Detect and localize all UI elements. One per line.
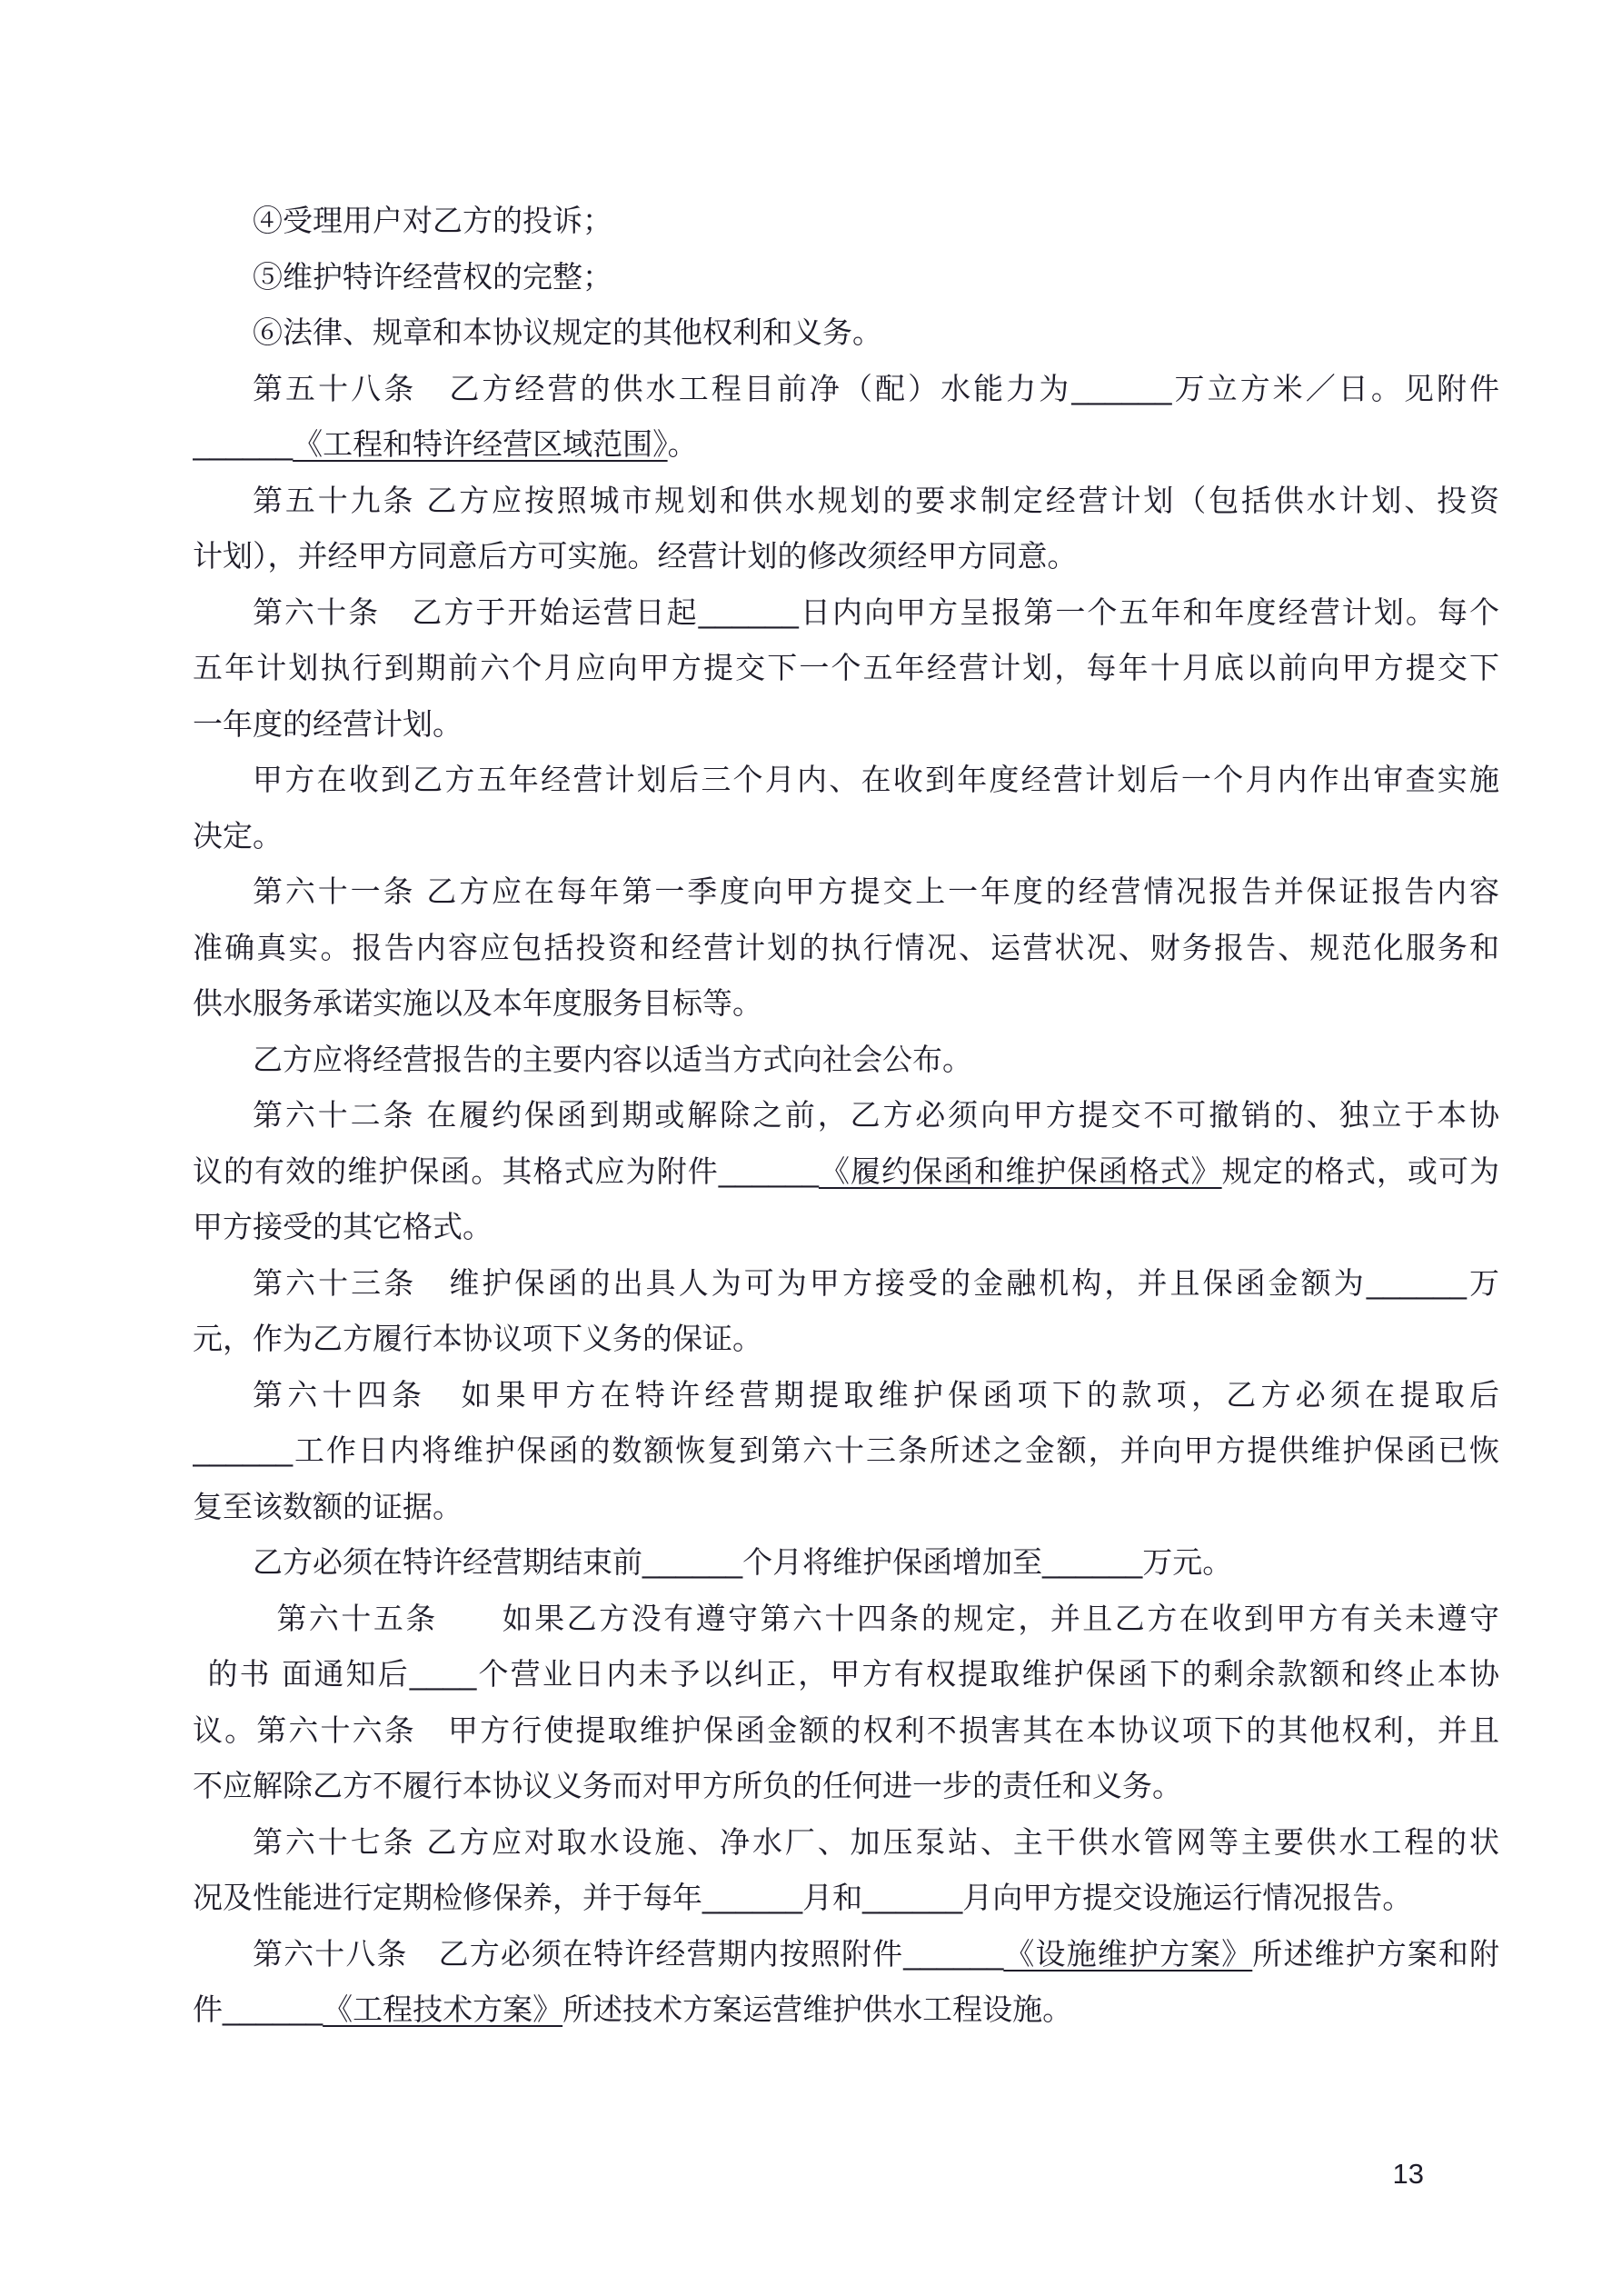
text-segment: ______ <box>193 427 294 461</box>
text-line <box>193 249 1499 305</box>
text-segment: 议的有效的维护保函。其格式应为附件______ <box>193 1153 819 1188</box>
page-number: 13 <box>1392 2158 1424 2190</box>
text-line <box>193 1143 1499 1200</box>
text-segment: 元，作为乙方履行本协议项下义务的保证。 <box>193 1322 762 1355</box>
text-segment: 第六十二条 在履约保函到期或解除之前，乙方必须向甲方提交不可撤销的、独立于本协 <box>253 1098 1499 1132</box>
text-line <box>193 696 1499 753</box>
text-line <box>193 193 1499 249</box>
text-segment: 第五十八条 乙方经营的供水工程目前净（配）水能力为______万立方米／日。见附件 <box>253 371 1499 405</box>
text-segment: 一年度的经营计划。 <box>193 706 463 741</box>
text-segment: 议。第六十六条 甲方行使提取维护保函金额的权利不损害其在本协议项下的其他权利，并且 <box>193 1712 1499 1747</box>
text-segment: 准确真实。报告内容应包括投资和经营计划的执行情况、运营状况、财务报告、规范化服务和 <box>193 930 1499 964</box>
text-line <box>193 808 1499 864</box>
text-segment: 五年计划执行到期前六个月应向甲方提交下一个五年经营计划，每年十月底以前向甲方提交下 <box>193 651 1499 684</box>
text-segment: 所述维护方案和附 <box>1252 1936 1499 1971</box>
text-line <box>193 752 1499 808</box>
text-segment: ⑤维护特许经营权的完整； <box>253 259 612 294</box>
text-segment: 第六十一条 乙方应在每年第一季度向甲方提交上一年度的经营情况报告并保证报告内容 <box>253 874 1499 908</box>
text-segment: 乙方应将经营报告的主要内容以适当方式向社会公布。 <box>253 1042 972 1076</box>
document-content <box>193 193 1499 2038</box>
text-line <box>193 584 1499 641</box>
text-line <box>193 1702 1499 1759</box>
underlined-text: 《履约保函和维护保函格式》 <box>818 1153 1222 1188</box>
text-segment: ______工作日内将维护保函的数额恢复到第六十三条所述之金额，并向甲方提供维护保函已恢 <box>193 1433 1499 1467</box>
text-segment: 甲方在收到乙方五年经营计划后三个月内、在收到年度经营计划后一个月内作出审查实施 <box>253 763 1499 796</box>
text-segment: 况及性能进行定期检修保养，并于每年______月和______月向甲方提交设施运行情况报告。 <box>193 1881 1413 1914</box>
text-segment: 规定的格式，或可为 <box>1221 1153 1499 1188</box>
text-segment: 复至该数额的证据。 <box>193 1489 463 1523</box>
text-segment: 第六十八条 乙方必须在特许经营期内按照附件______ <box>253 1936 1004 1971</box>
text-segment: 第五十九条 乙方应按照城市规划和供水规划的要求制定经营计划（包括供水计划、投资 <box>253 483 1499 517</box>
text-segment: 不应解除乙方不履行本协议义务而对甲方所负的任何进一步的责任和义务。 <box>193 1769 1182 1802</box>
text-line <box>193 1423 1499 1479</box>
text-segment: 决定。 <box>193 818 283 853</box>
text-segment: 供水服务承诺实施以及本年度服务目标等。 <box>193 986 762 1020</box>
text-line <box>193 1255 1499 1312</box>
text-line <box>193 473 1499 529</box>
text-segment: 第六十三条 维护保函的出具人为可为甲方接受的金融机构，并且保函金额为______万 <box>253 1265 1499 1300</box>
text-segment: 。 <box>667 427 698 461</box>
text-line <box>193 1199 1499 1255</box>
text-segment: ⑥法律、规章和本协议规定的其他权利和义务。 <box>253 315 882 349</box>
text-segment: 第六十七条 乙方应对取水设施、净水厂、加压泵站、主干供水管网等主要供水工程的状 <box>253 1824 1499 1859</box>
underlined-text: 《工程和特许经营区域范围》 <box>293 427 668 461</box>
text-line <box>193 1087 1499 1143</box>
text-line <box>193 1367 1499 1423</box>
text-line <box>193 1758 1499 1814</box>
text-line <box>193 640 1499 696</box>
text-line <box>193 528 1499 584</box>
text-segment: 第六十条 乙方于开始运营日起______日内向甲方呈报第一个五年和年度经营计划。每个 <box>253 594 1499 629</box>
text-line <box>193 920 1499 976</box>
text-line <box>193 1646 1499 1702</box>
text-line <box>193 975 1499 1032</box>
text-line <box>193 1982 1499 2038</box>
text-segment: 件______ <box>193 1992 323 2026</box>
text-line <box>193 1479 1499 1535</box>
text-segment: 计划），并经甲方同意后方可实施。经营计划的修改须经甲方同意。 <box>193 539 1078 573</box>
text-line <box>193 1814 1499 1871</box>
underlined-text: 《工程技术方案》 <box>323 1992 563 2026</box>
text-segment: 第六十五条 如果乙方没有遵守第六十四条的规定，并且乙方在收到甲方有关未遵守 <box>276 1601 1499 1635</box>
text-segment: 第六十四条 如果甲方在特许经营期提取维护保函项下的款项，乙方必须在提取后 <box>253 1377 1499 1412</box>
text-line <box>193 863 1499 920</box>
text-segment: ④受理用户对乙方的投诉； <box>253 204 612 237</box>
text-line <box>193 416 1499 473</box>
text-line <box>193 1870 1499 1926</box>
text-segment: 所述技术方案运营维护供水工程设施。 <box>562 1992 1073 2026</box>
text-line <box>193 361 1499 417</box>
text-line <box>193 1926 1499 1982</box>
text-line <box>193 1032 1499 1088</box>
underlined-text: 《设施维护方案》 <box>1003 1936 1253 1971</box>
text-line <box>193 304 1499 361</box>
text-line <box>193 1534 1499 1591</box>
text-segment: 的书 面通知后____个营业日内未予以纠正，甲方有权提取维护保函下的剩余款额和终止本协 <box>207 1657 1499 1691</box>
text-segment: 甲方接受的其它格式。 <box>193 1210 493 1243</box>
text-line <box>193 1311 1499 1367</box>
text-line <box>193 1591 1499 1647</box>
text-segment: 乙方必须在特许经营期结束前______个月将维护保函增加至______万元。 <box>253 1545 1233 1579</box>
